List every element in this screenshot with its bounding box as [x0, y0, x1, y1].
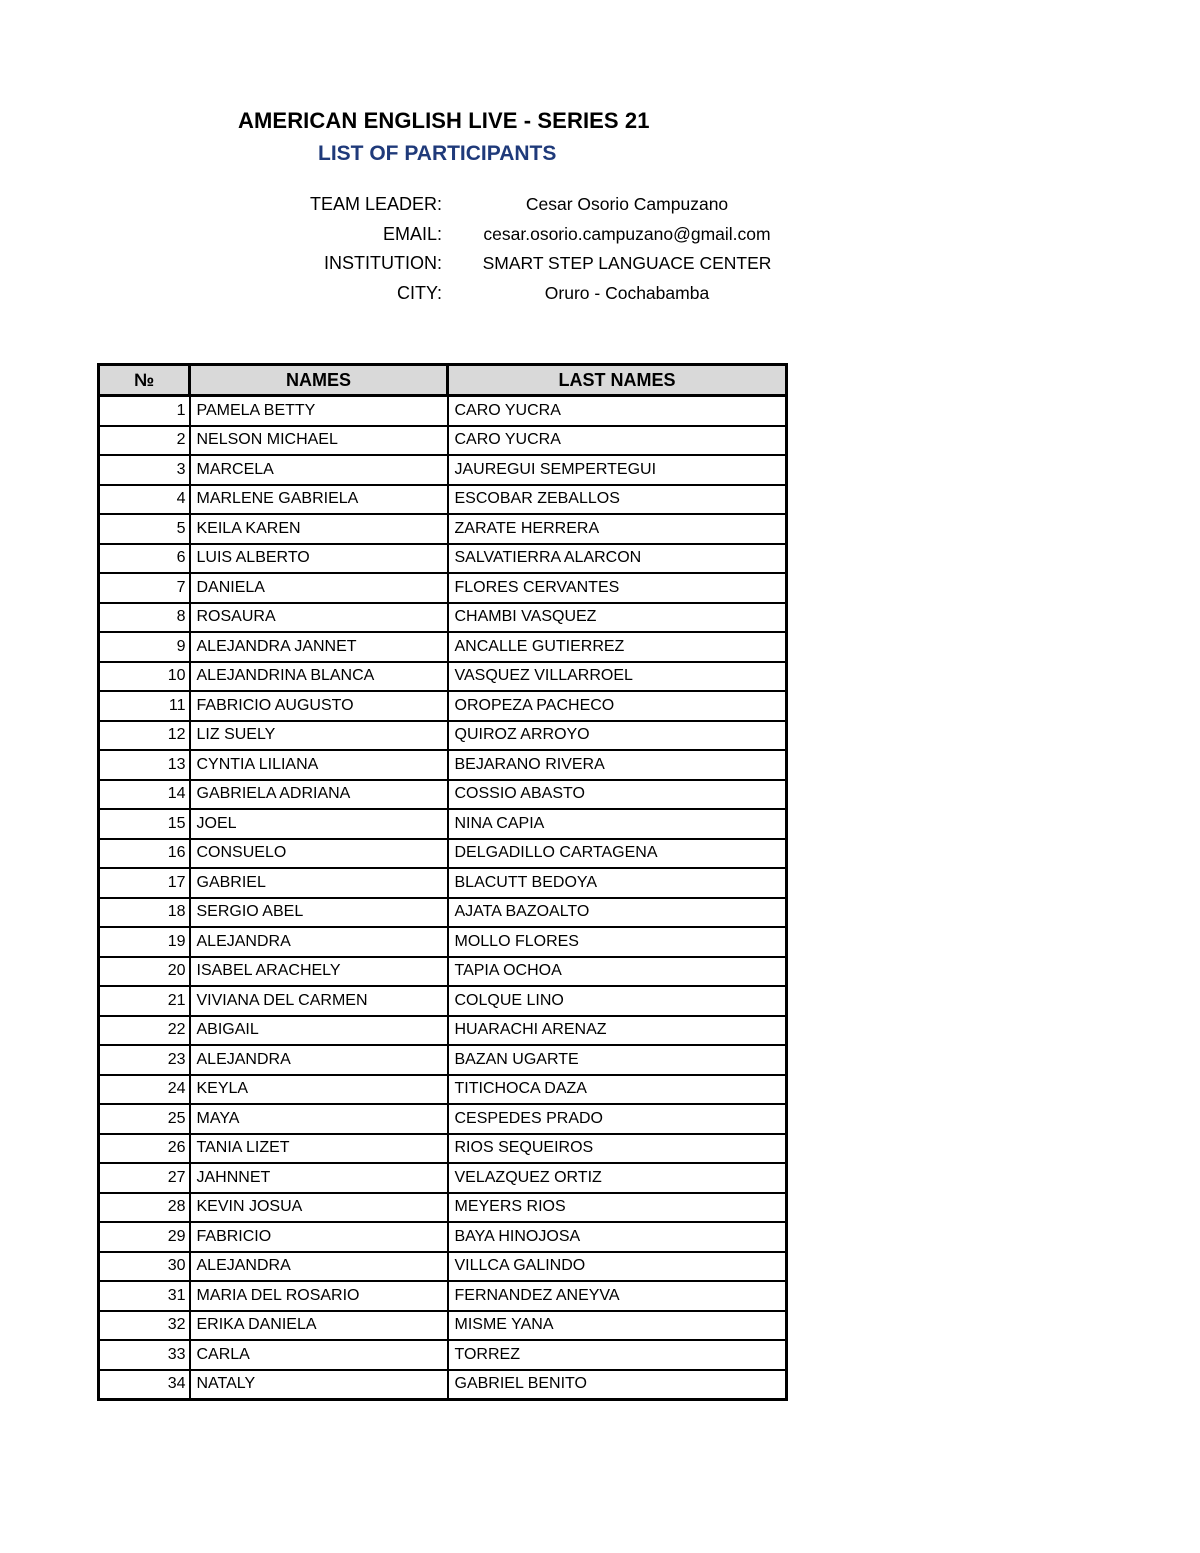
last-names-cell: VILLCA GALINDO — [448, 1252, 787, 1282]
last-names-cell: QUIROZ ARROYO — [448, 721, 787, 751]
row-number-cell: 33 — [99, 1340, 190, 1370]
table-header-row — [99, 365, 787, 396]
last-names-cell: AJATA BAZOALTO — [448, 898, 787, 928]
first-names-cell: GABRIELA ADRIANA — [190, 780, 448, 810]
first-names-cell: PAMELA BETTY — [190, 396, 448, 426]
row-number-cell: 31 — [99, 1281, 190, 1311]
first-names-cell: KEYLA — [190, 1075, 448, 1105]
table-row — [99, 1134, 787, 1164]
table-row — [99, 868, 787, 898]
row-number-cell: 24 — [99, 1075, 190, 1105]
participants-table — [97, 363, 788, 1401]
city-row — [240, 279, 800, 309]
first-names-cell: MAYA — [190, 1104, 448, 1134]
last-names-cell: BAZAN UGARTE — [448, 1045, 787, 1075]
first-names-cell: ALEJANDRINA BLANCA — [190, 662, 448, 692]
email-row — [240, 220, 800, 250]
row-number-cell: 12 — [99, 721, 190, 751]
row-number-cell: 5 — [99, 514, 190, 544]
first-names-cell: NATALY — [190, 1370, 448, 1400]
row-number-cell: 9 — [99, 632, 190, 662]
row-number-cell: 26 — [99, 1134, 190, 1164]
row-number-cell: 13 — [99, 750, 190, 780]
last-names-cell: COSSIO ABASTO — [448, 780, 787, 810]
row-number-cell: 21 — [99, 986, 190, 1016]
institution-row — [240, 249, 800, 279]
first-names-cell: CARLA — [190, 1340, 448, 1370]
table-row — [99, 485, 787, 515]
row-number-cell: 18 — [99, 898, 190, 928]
row-number-cell: 30 — [99, 1252, 190, 1282]
first-names-cell: CYNTIA LILIANA — [190, 750, 448, 780]
row-number-cell: 7 — [99, 573, 190, 603]
last-names-cell: TAPIA OCHOA — [448, 957, 787, 987]
row-number-cell: 28 — [99, 1193, 190, 1223]
last-names-cell: MOLLO FLORES — [448, 927, 787, 957]
first-names-cell: KEVIN JOSUA — [190, 1193, 448, 1223]
last-names-cell: GABRIEL BENITO — [448, 1370, 787, 1400]
last-names-cell: HUARACHI ARENAZ — [448, 1016, 787, 1046]
first-names-cell: ISABEL ARACHELY — [190, 957, 448, 987]
table-row — [99, 927, 787, 957]
first-names-cell: ABIGAIL — [190, 1016, 448, 1046]
table-row — [99, 662, 787, 692]
team-leader-label: TEAM LEADER: — [309, 194, 442, 215]
row-number-cell: 4 — [99, 485, 190, 515]
last-names-cell: VELAZQUEZ ORTIZ — [448, 1163, 787, 1193]
last-names-cell: SALVATIERRA ALARCON — [448, 544, 787, 574]
table-row — [99, 514, 787, 544]
row-number-cell: 11 — [99, 691, 190, 721]
row-number-cell: 2 — [99, 426, 190, 456]
first-names-cell: ROSAURA — [190, 603, 448, 633]
last-names-cell: ESCOBAR ZEBALLOS — [448, 485, 787, 515]
row-number-cell: 14 — [99, 780, 190, 810]
table-row — [99, 1045, 787, 1075]
row-number-cell: 27 — [99, 1163, 190, 1193]
first-names-cell: JOEL — [190, 809, 448, 839]
table-row — [99, 721, 787, 751]
table-row — [99, 1193, 787, 1223]
row-number-cell: 25 — [99, 1104, 190, 1134]
last-names-cell: MISME YANA — [448, 1311, 787, 1341]
table-row — [99, 1311, 787, 1341]
last-names-cell: BLACUTT BEDOYA — [448, 868, 787, 898]
table-row — [99, 1370, 787, 1400]
row-number-cell: 16 — [99, 839, 190, 869]
first-names-cell: FABRICIO AUGUSTO — [190, 691, 448, 721]
row-number-cell: 23 — [99, 1045, 190, 1075]
first-names-cell: KEILA KAREN — [190, 514, 448, 544]
table-row — [99, 1222, 787, 1252]
row-number-cell: 1 — [99, 396, 190, 426]
last-names-cell: CESPEDES PRADO — [448, 1104, 787, 1134]
first-names-cell: ALEJANDRA JANNET — [190, 632, 448, 662]
table-row — [99, 809, 787, 839]
first-names-cell: ALEJANDRA — [190, 1045, 448, 1075]
document-title: AMERICAN ENGLISH LIVE - SERIES 21 — [238, 108, 650, 133]
first-names-cell: JAHNNET — [190, 1163, 448, 1193]
row-number-cell: 29 — [99, 1222, 190, 1252]
first-names-cell: ALEJANDRA — [190, 1252, 448, 1282]
last-names-cell: DELGADILLO CARTAGENA — [448, 839, 787, 869]
institution-value: SMART STEP LANGUACE CENTER — [482, 253, 772, 274]
table-row — [99, 632, 787, 662]
row-number-cell: 3 — [99, 455, 190, 485]
first-names-cell: DANIELA — [190, 573, 448, 603]
first-names-cell: TANIA LIZET — [190, 1134, 448, 1164]
team-leader-value: Cesar Osorio Campuzano — [525, 194, 729, 215]
first-names-cell: CONSUELO — [190, 839, 448, 869]
last-names-cell: VASQUEZ VILLARROEL — [448, 662, 787, 692]
last-names-cell: JAUREGUI SEMPERTEGUI — [448, 455, 787, 485]
last-names-cell: RIOS SEQUEIROS — [448, 1134, 787, 1164]
table-row — [99, 1340, 787, 1370]
first-names-cell: LIZ SUELY — [190, 721, 448, 751]
table-row — [99, 455, 787, 485]
last-names-cell: ANCALLE GUTIERREZ — [448, 632, 787, 662]
table-row — [99, 898, 787, 928]
first-names-cell: ALEJANDRA — [190, 927, 448, 957]
team-leader-row — [240, 190, 800, 220]
row-number-cell: 8 — [99, 603, 190, 633]
last-names-cell: BEJARANO RIVERA — [448, 750, 787, 780]
table-row — [99, 957, 787, 987]
row-number-cell: 17 — [99, 868, 190, 898]
table-row — [99, 1016, 787, 1046]
table-row — [99, 691, 787, 721]
row-number-cell: 32 — [99, 1311, 190, 1341]
last-names-cell: FLORES CERVANTES — [448, 573, 787, 603]
table-row — [99, 1252, 787, 1282]
column-header-names: NAMES — [190, 365, 448, 396]
table-row — [99, 1104, 787, 1134]
city-value: Oruro - Cochabamba — [544, 282, 710, 303]
city-label: CITY: — [396, 282, 442, 303]
first-names-cell: ERIKA DANIELA — [190, 1311, 448, 1341]
row-number-cell: 19 — [99, 927, 190, 957]
last-names-cell: TITICHOCA DAZA — [448, 1075, 787, 1105]
last-names-cell: TORREZ — [448, 1340, 787, 1370]
row-number-cell: 22 — [99, 1016, 190, 1046]
table-body — [99, 396, 787, 1400]
first-names-cell: MARIA DEL ROSARIO — [190, 1281, 448, 1311]
first-names-cell: FABRICIO — [190, 1222, 448, 1252]
email-label: EMAIL: — [382, 223, 442, 244]
info-block — [240, 190, 800, 308]
first-names-cell: GABRIEL — [190, 868, 448, 898]
table-row — [99, 1281, 787, 1311]
last-names-cell: MEYERS RIOS — [448, 1193, 787, 1223]
table-row — [99, 986, 787, 1016]
document-subtitle: LIST OF PARTICIPANTS — [318, 142, 557, 165]
first-names-cell: LUIS ALBERTO — [190, 544, 448, 574]
table-row — [99, 780, 787, 810]
table-row — [99, 750, 787, 780]
last-names-cell: OROPEZA PACHECO — [448, 691, 787, 721]
table-row — [99, 839, 787, 869]
last-names-cell: CARO YUCRA — [448, 426, 787, 456]
row-number-cell: 15 — [99, 809, 190, 839]
first-names-cell: MARLENE GABRIELA — [190, 485, 448, 515]
last-names-cell: ZARATE HERRERA — [448, 514, 787, 544]
first-names-cell: SERGIO ABEL — [190, 898, 448, 928]
last-names-cell: CARO YUCRA — [448, 396, 787, 426]
last-names-cell: FERNANDEZ ANEYVA — [448, 1281, 787, 1311]
table-row — [99, 396, 787, 426]
institution-label: INSTITUTION: — [324, 253, 442, 274]
row-number-cell: 20 — [99, 957, 190, 987]
last-names-cell: CHAMBI VASQUEZ — [448, 603, 787, 633]
last-names-cell: NINA CAPIA — [448, 809, 787, 839]
table-row — [99, 603, 787, 633]
email-value: cesar.osorio.campuzano@gmail.com — [483, 223, 771, 244]
table-row — [99, 1163, 787, 1193]
table-row — [99, 544, 787, 574]
last-names-cell: BAYA HINOJOSA — [448, 1222, 787, 1252]
last-names-cell: COLQUE LINO — [448, 986, 787, 1016]
table-row — [99, 1075, 787, 1105]
column-header-number: № — [99, 365, 190, 396]
row-number-cell: 10 — [99, 662, 190, 692]
table-row — [99, 426, 787, 456]
first-names-cell: MARCELA — [190, 455, 448, 485]
first-names-cell: VIVIANA DEL CARMEN — [190, 986, 448, 1016]
first-names-cell: NELSON MICHAEL — [190, 426, 448, 456]
row-number-cell: 34 — [99, 1370, 190, 1400]
column-header-last-names: LAST NAMES — [448, 365, 787, 396]
row-number-cell: 6 — [99, 544, 190, 574]
table-row — [99, 573, 787, 603]
